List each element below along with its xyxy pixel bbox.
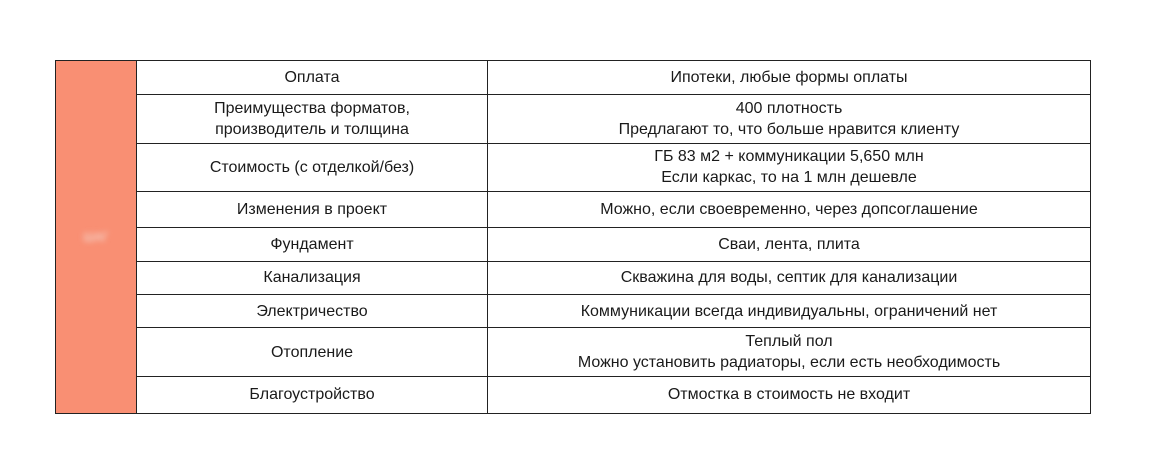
row-value-cell: [488, 192, 1090, 227]
row-value-cell: [488, 377, 1090, 413]
row-value-text: Если каркас, то на 1 млн дешевле: [661, 169, 917, 187]
table-row: [137, 295, 1090, 328]
row-value-cell: [488, 95, 1090, 142]
row-key-text: Преимущества форматов,: [214, 100, 410, 117]
side-category-cell: [56, 61, 137, 413]
table-row: [137, 144, 1090, 192]
row-value-cell: [488, 295, 1090, 327]
row-key-text: Благоустройство: [249, 386, 375, 404]
row-key-text: Фундамент: [270, 235, 354, 253]
row-key-text: Электричество: [256, 302, 368, 320]
side-category-label: ШАГ: [83, 230, 109, 244]
row-key-text: Отопление: [270, 343, 354, 361]
row-value-text: Сваи, лента, плита: [718, 235, 860, 253]
row-value-cell: [488, 228, 1090, 260]
table-row: [137, 228, 1090, 261]
row-key-cell: [137, 228, 488, 260]
row-value-cell: [488, 61, 1090, 94]
row-key-cell: [137, 262, 488, 294]
row-value-cell: [488, 328, 1090, 375]
row-value-text: 400 плотность: [735, 100, 843, 117]
row-key-text: Стоимость (с отделкой/без): [209, 158, 415, 176]
row-value-text: Можно, если своевременно, через допсоглашение: [600, 200, 978, 218]
row-key-text: Оплата: [284, 69, 340, 87]
row-key-cell: [137, 192, 488, 227]
row-value-text: Ипотеки, любые формы оплаты: [670, 69, 908, 87]
row-value-text: Предлагают то, что больше нравится клиенту: [618, 121, 960, 138]
row-value-text: Теплый пол: [745, 333, 833, 351]
row-key-cell: [137, 295, 488, 327]
row-key-text: Изменения в проект: [236, 200, 388, 218]
table-body: [137, 61, 1090, 413]
row-key-cell: [137, 61, 488, 94]
row-value-text: Отмостка в стоимость не входит: [667, 386, 911, 404]
table-row: [137, 192, 1090, 228]
table-row: [137, 95, 1090, 143]
table-row: [137, 377, 1090, 413]
row-key-text: Канализация: [263, 269, 361, 287]
row-key-text: производитель и толщина: [215, 121, 409, 138]
row-value-cell: [488, 144, 1090, 191]
row-key-cell: [137, 377, 488, 413]
table-row: [137, 328, 1090, 376]
row-key-cell: [137, 95, 488, 142]
table-row: [137, 262, 1090, 295]
row-value-text: Можно установить радиаторы, если есть необходимость: [577, 354, 1001, 372]
info-table: [55, 60, 1091, 414]
row-value-text: Скважина для воды, септик для канализации: [620, 269, 958, 287]
row-key-cell: [137, 328, 488, 375]
row-value-text: Коммуникации всегда индивидуальны, ограничений нет: [580, 302, 998, 320]
row-value-text: ГБ 83 м2 + коммуникации 5,650 млн: [654, 148, 924, 166]
row-key-cell: [137, 144, 488, 191]
table-row: [137, 61, 1090, 95]
row-value-cell: [488, 262, 1090, 294]
